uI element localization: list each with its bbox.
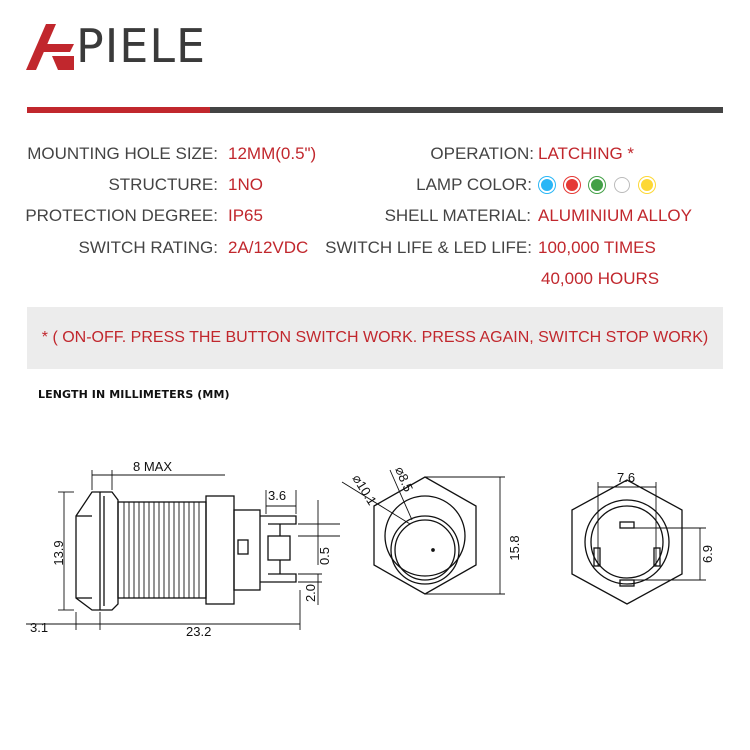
dim-front-height: 15.8 — [507, 535, 522, 561]
switch-life-value: 100,000 TIMES — [538, 238, 656, 257]
shell-material-label: SHELL MATERIAL: — [384, 206, 531, 225]
lamp-color-yellow-swatch — [639, 177, 655, 193]
switch-rating-value: 2A/12VDC — [228, 238, 309, 257]
protection-degree-label: PROTECTION DEGREE: — [25, 206, 218, 225]
structure-label: STRUCTURE: — [108, 175, 218, 194]
lamp-color-label: LAMP COLOR: — [416, 175, 532, 194]
dim-terminal-width: 3.6 — [268, 488, 287, 503]
led-life-value: 40,000 HOURS — [541, 269, 660, 288]
dim-back-height: 6.9 — [700, 544, 715, 564]
protection-degree-value: IP65 — [228, 206, 263, 225]
operation-value: LATCHING * — [538, 144, 635, 163]
brand-logo-mark-icon — [24, 20, 76, 72]
dim-flange: 3.1 — [30, 620, 49, 635]
dim-head-max: 8 MAX — [133, 459, 173, 474]
lamp-color-red-swatch — [564, 177, 580, 193]
lamp-color-white-swatch — [614, 177, 630, 193]
dim-back-width: 7.6 — [617, 470, 636, 485]
back-view-drawing — [572, 480, 706, 604]
dim-outer-diameter: ⌀10.1 — [349, 471, 380, 508]
operation-label: OPERATION: — [430, 144, 534, 163]
brand-name: PIELE — [76, 19, 207, 73]
operation-note-text: * ( ON-OFF. PRESS THE BUTTON SWITCH WORK. PRESS AGAIN, SWITCH STOP WORK) — [41, 329, 709, 346]
life-label: SWITCH LIFE & LED LIFE: — [325, 238, 532, 257]
structure-value: 1NO — [228, 175, 263, 194]
mounting-hole-size-value: 12MM(0.5") — [228, 144, 317, 163]
dim-inner-diameter: ⌀8.5 — [392, 464, 417, 495]
dim-head-height: 13.9 — [51, 540, 66, 566]
dimension-drawings — [0, 440, 750, 650]
operation-note-bar — [27, 307, 723, 369]
header-divider-accent — [27, 107, 210, 113]
mounting-hole-size-label: MOUNTING HOLE SIZE: — [27, 144, 218, 163]
dim-terminal-gap: 0.5 — [317, 546, 332, 566]
switch-rating-label: SWITCH RATING: — [78, 238, 218, 257]
side-view-drawing — [76, 492, 296, 610]
lamp-color-blue-swatch — [539, 177, 555, 193]
dim-terminal-height: 2.0 — [303, 583, 318, 603]
dim-length: 23.2 — [186, 624, 212, 639]
header-divider — [210, 107, 723, 113]
dimensions-heading: LENGTH IN MILLIMETERS (MM) — [38, 388, 230, 401]
shell-material-value: ALUMINIUM ALLOY — [538, 206, 692, 225]
lamp-color-green-swatch — [589, 177, 605, 193]
